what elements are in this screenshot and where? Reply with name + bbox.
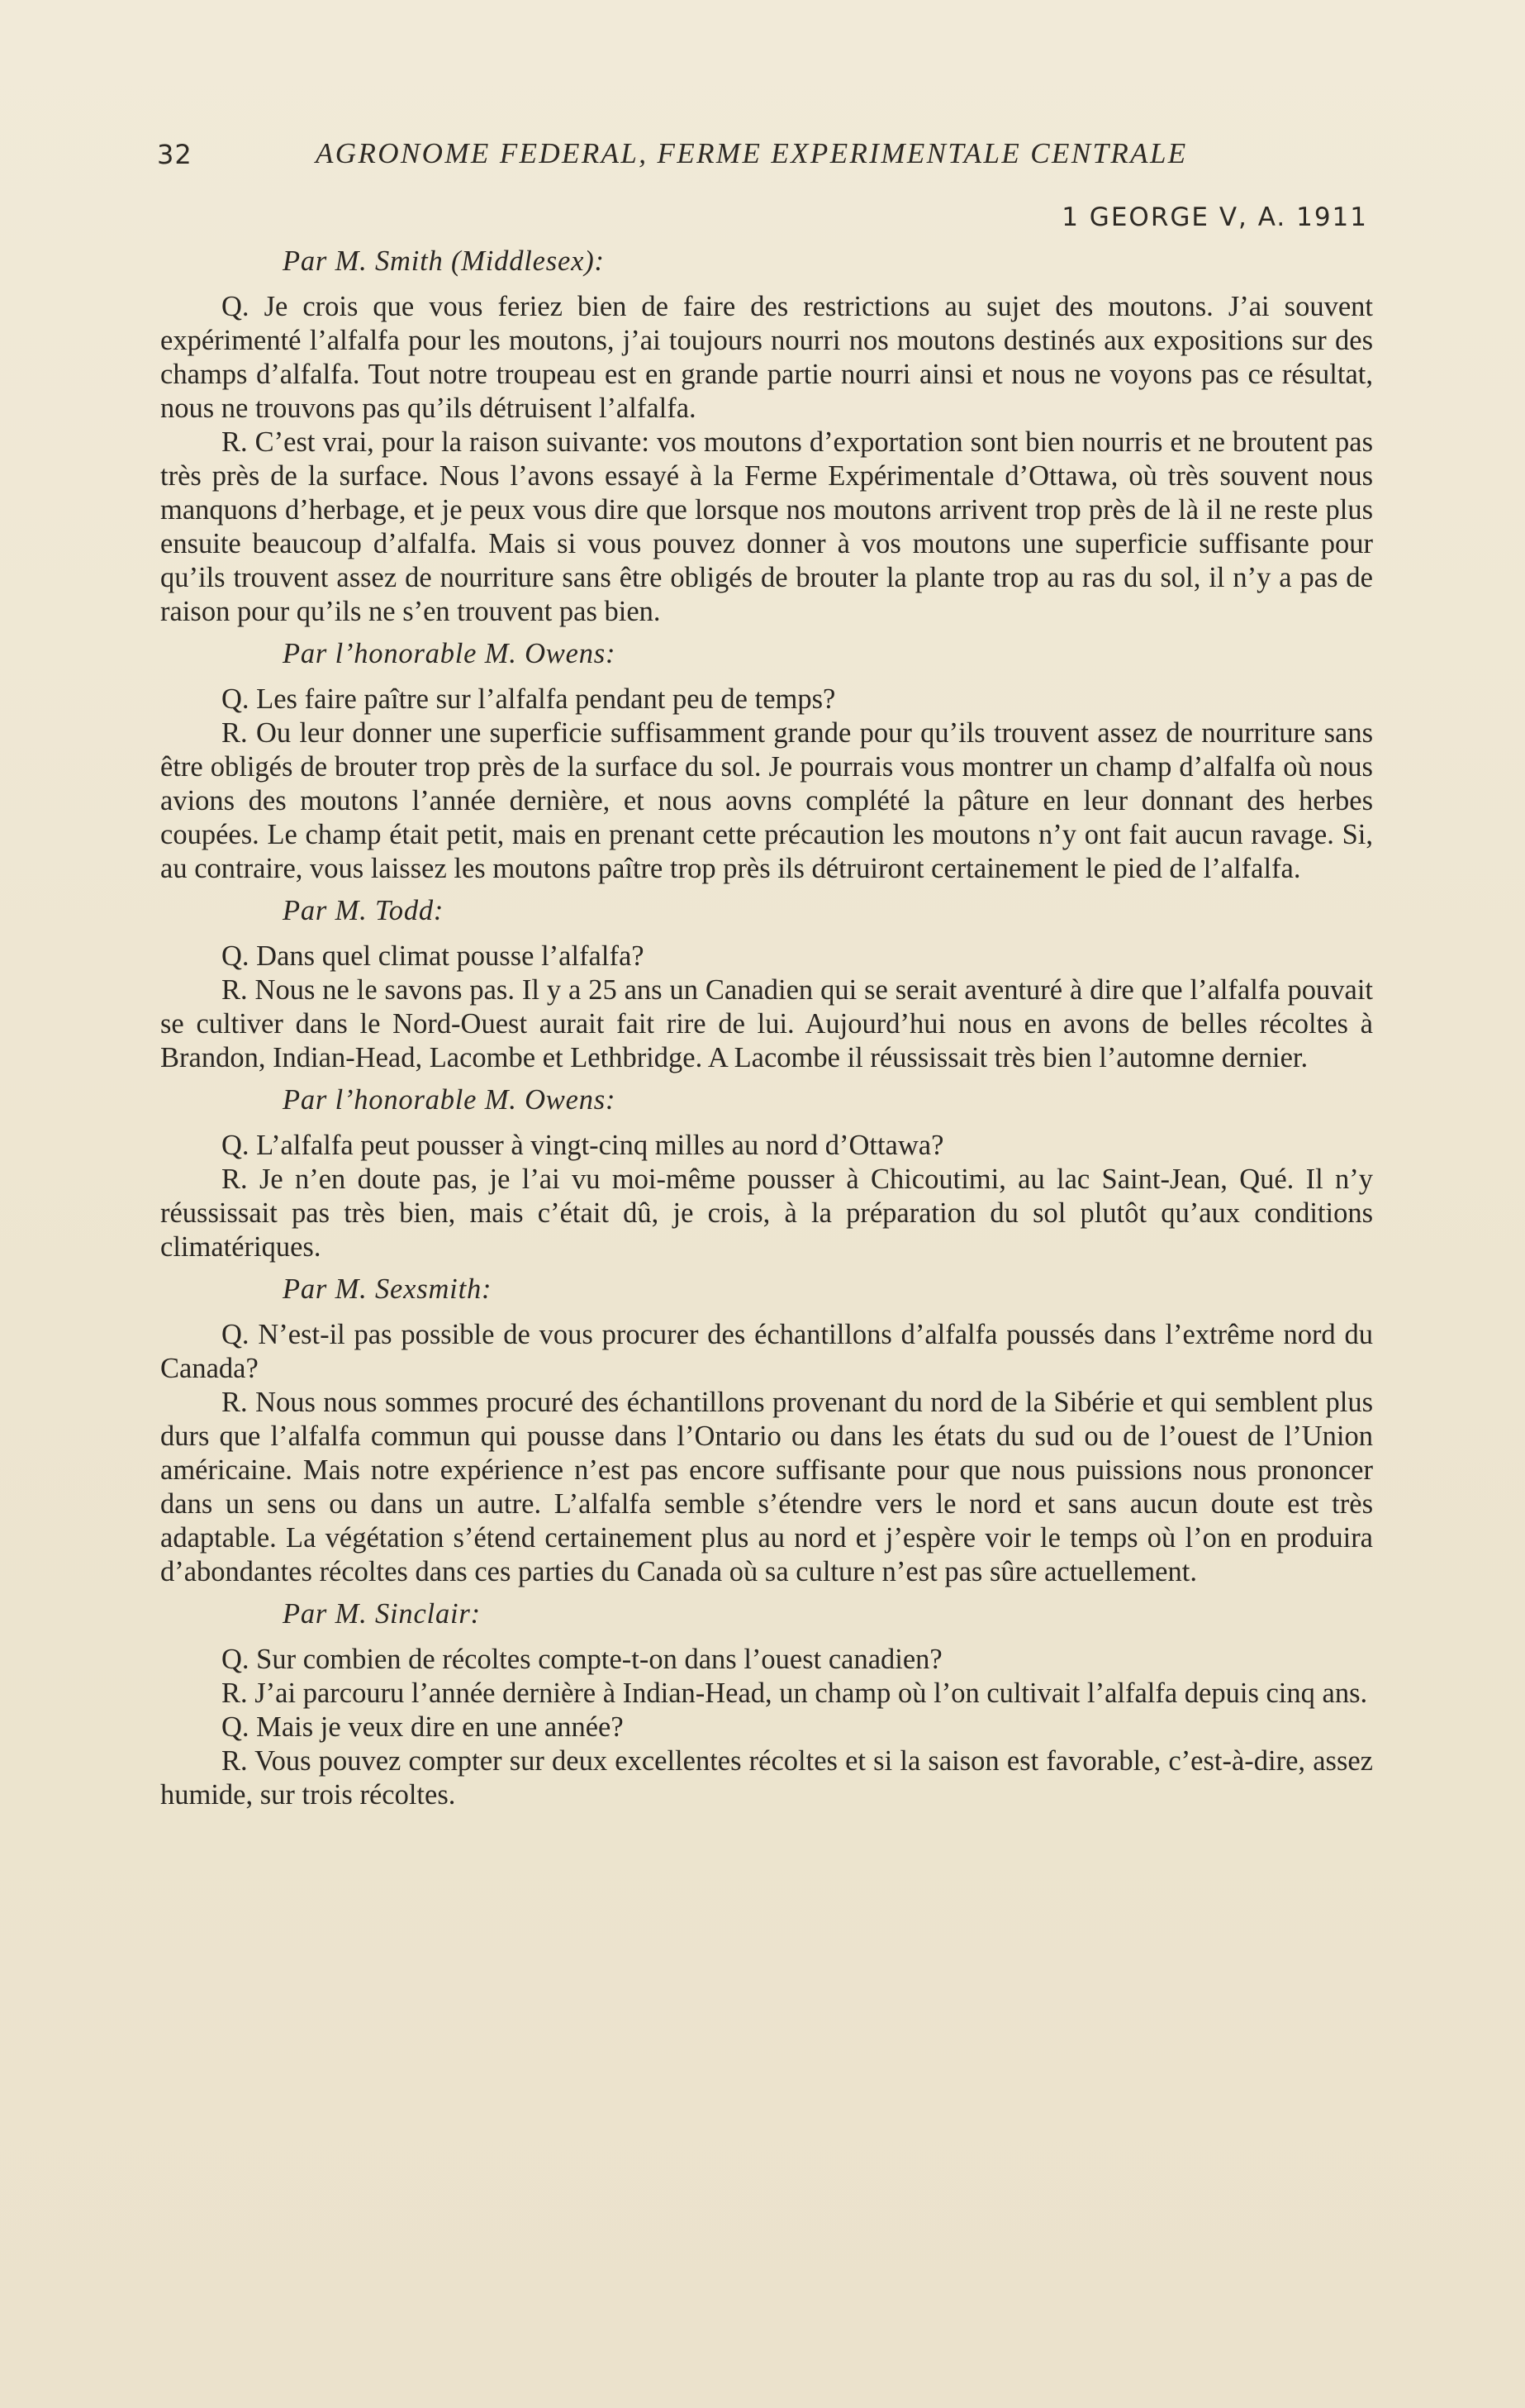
question-paragraph: Q. N’est-il pas possible de vous procurer des échantillons d’alfalfa poussés dans l’extrême nord du Canada?	[160, 1319, 1373, 1384]
exchange-section	[160, 894, 1373, 1075]
answer-paragraph: R. Vous pouvez compter sur deux excellentes récoltes et si la saison est favorable, c’est-à-dire, assez humide, sur trois récoltes.	[160, 1745, 1373, 1811]
speaker-heading: Par M. Todd:	[283, 895, 444, 926]
question-paragraph: Q. Sur combien de récoltes compte-t-on dans l’ouest canadien?	[221, 1644, 943, 1675]
answer-paragraph: R. Ou leur donner une superficie suffisamment grande pour qu’ils trouvent assez de nourriture sans être obligés de brouter trop près de la surface du sol. Je pourrais vous montrer un champ d’alfalfa où nous avions des moutons l’année dernière, et nous aovns complété la pâture en leur donnant des herbes coupées. Le champ était petit, mais en prenant cette précaution les moutons n’y ont fait aucun ravage. Si, au contraire, vous laissez les moutons paître trop près ils détruiront certainement le pied de l’alfalfa.	[160, 717, 1373, 884]
session-reference: 1 GEORGE V, A. 1911	[1062, 202, 1368, 232]
speaker-heading: Par l’honorable M. Owens:	[283, 1084, 616, 1116]
answer-paragraph: R. J’ai parcouru l’année dernière à Indian-Head, un champ où l’on cultivait l’alfalfa depuis cinq ans.	[221, 1678, 1368, 1709]
exchange-section	[160, 637, 1373, 886]
page-number: 32	[157, 139, 192, 170]
question-paragraph: Q. Mais je veux dire en une année?	[221, 1711, 624, 1743]
speaker-heading: Par M. Sinclair:	[283, 1598, 481, 1630]
question-paragraph: Q. Les faire paître sur l’alfalfa pendant peu de temps?	[221, 683, 836, 715]
speaker-heading: Par M. Sexsmith:	[283, 1273, 492, 1305]
transcript-body	[160, 245, 1373, 1812]
exchange-section	[160, 1083, 1373, 1264]
exchange-section	[160, 245, 1373, 629]
running-title: AGRONOME FEDERAL, FERME EXPERIMENTALE CENTRALE	[316, 137, 1188, 169]
answer-paragraph: R. Nous nous sommes procuré des échantillons provenant du nord de la Sibérie et qui semblent plus durs que l’alfalfa commun qui pousse dans l’Ontario ou dans les états du sud ou de l’ouest de l’Union américaine. Mais notre expérience n’est pas encore suffisante pour que nous puissions nous prononcer dans un sens ou dans un autre. L’alfalfa semble s’étendre vers le nord et sans aucun doute est très adaptable. La végétation s’étend certainement plus au nord et j’espère voir le temps où l’on en produira d’abondantes récoltes dans ces parties du Canada où sa culture n’est pas sûre actuellement.	[160, 1387, 1373, 1587]
answer-paragraph: R. Nous ne le savons pas. Il y a 25 ans un Canadien qui se serait aventuré à dire que l’alfalfa pouvait se cultiver dans le Nord-Ouest aurait fait rire de lui. Aujourd’hui nous en avons de belles récoltes à Brandon, Indian-Head, Lacombe et Lethbridge. A Lacombe il réussissait très bien l’automne dernier.	[160, 974, 1373, 1073]
exchange-section	[160, 1273, 1373, 1589]
question-paragraph: Q. Dans quel climat pousse l’alfalfa?	[221, 940, 644, 972]
answer-paragraph: R. Je n’en doute pas, je l’ai vu moi-même pousser à Chicoutimi, au lac Saint-Jean, Qué. Il n’y réussissait pas très bien, mais c’était dû, je crois, à la préparation du sol plutôt qu’aux conditions climatériques.	[160, 1164, 1373, 1263]
question-paragraph: Q. L’alfalfa peut pousser à vingt-cinq milles au nord d’Ottawa?	[221, 1130, 944, 1161]
speaker-heading: Par M. Smith (Middlesex):	[283, 245, 605, 277]
page-header	[157, 139, 1376, 180]
question-paragraph: Q. Je crois que vous feriez bien de faire des restrictions au sujet des moutons. J’ai souvent expérimenté l’alfalfa pour les moutons, j’ai toujours nourri nos moutons destinés aux expositions sur des champs d’alfalfa. Tout notre troupeau est en grande partie nourri ainsi et nous ne voyons pas ce résultat, nous ne trouvons pas qu’ils détruisent l’alfalfa.	[160, 291, 1373, 424]
speaker-heading: Par l’honorable M. Owens:	[283, 638, 616, 669]
exchange-section	[160, 1597, 1373, 1812]
answer-paragraph: R. C’est vrai, pour la raison suivante: vos moutons d’exportation sont bien nourris et ne broutent pas très près de la surface. Nous l’avons essayé à la Ferme Expérimentale d’Ottawa, où très souvent nous manquons d’herbage, et je peux vous dire que lorsque nos moutons arrivent trop près de là il ne reste plus ensuite beaucoup d’alfalfa. Mais si vous pouvez donner à vos moutons une superficie suffisante pour qu’ils trouvent assez de nourriture sans être obligés de brouter la plante trop au ras du sol, il n’y a pas de raison pour qu’ils ne s’en trouvent pas bien.	[160, 426, 1373, 627]
